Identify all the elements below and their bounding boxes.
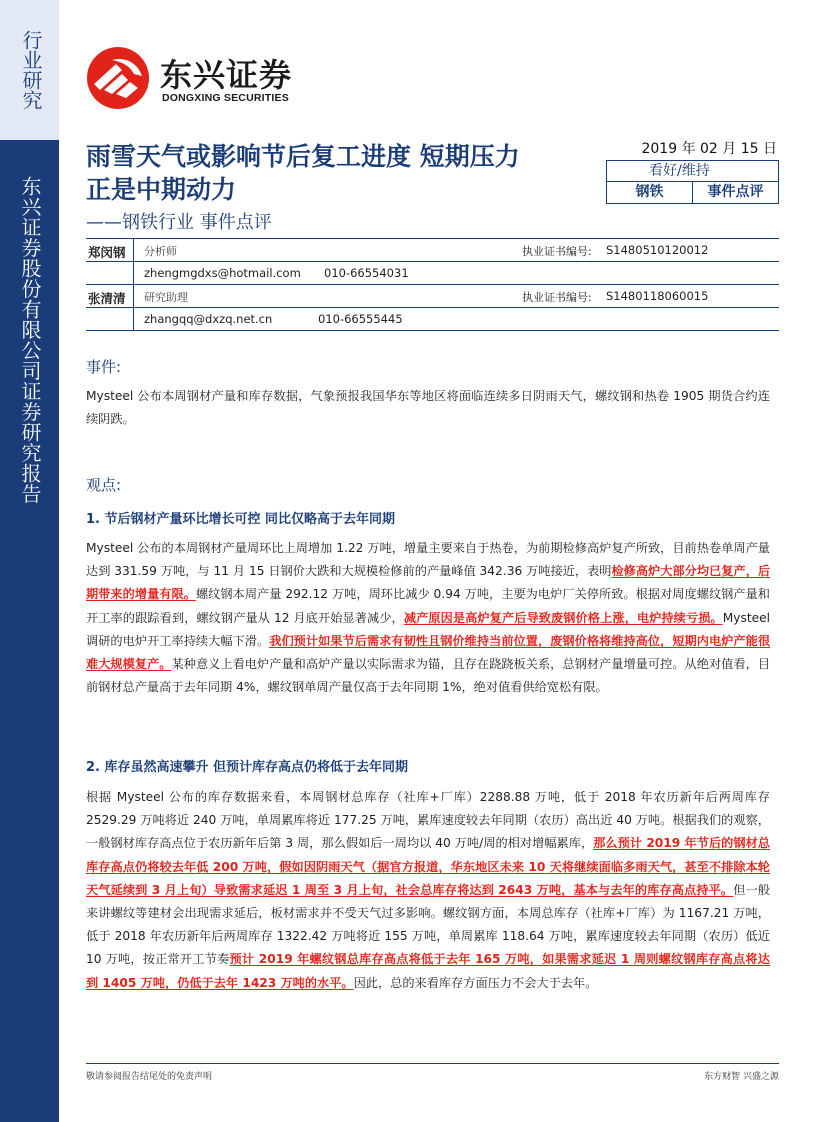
- report-subtitle: ——钢铁行业 事件点评: [86, 212, 272, 233]
- analyst-row: [86, 285, 779, 308]
- page-footer: [86, 1063, 779, 1082]
- report-meta-box: [606, 138, 779, 204]
- analyst-contact-row: [86, 308, 779, 331]
- report-title: 雨雪天气或影响节后复工进度 短期压力正是中期动力: [86, 142, 520, 204]
- analyst-row: [86, 239, 779, 262]
- views-heading: 观点:: [86, 476, 122, 494]
- text-run: Mysteel 调研的电炉开工率持续大幅下滑。: [86, 610, 770, 648]
- text-run: 根据 Mysteel 公布的库存数据来看，本周钢材总库存（社库+厂库）2288.88 万吨，低于 2018 年农历新年后两周库存 2529.29 万吨将近 240 万吨，单周累库将近 177.25 万吨，累库速度较去年同期（农历）高出近 40 万吨。根据我们的观察，一般钢材库存高点位于农历新年后第 3 周，那么假如后一周均以 40 万吨/周的相对增幅累库，: [86, 790, 770, 851]
- section-2-paragraph: [86, 786, 770, 995]
- event-heading: 事件:: [86, 358, 122, 376]
- analyst-cert-label: 执业证书编号:: [522, 291, 592, 304]
- highlight-run: 减产原因是高炉复产后导致废钢价格上涨，电炉持续亏损。: [403, 610, 723, 625]
- logo-emblem-icon: [86, 46, 150, 110]
- tag-industry: 钢铁: [635, 184, 664, 200]
- analyst-name: 郑闵钢: [86, 239, 134, 285]
- analyst-name: 张清清: [86, 285, 134, 331]
- sidebar-company-report-label: 东兴证券股份有限公司证券研究报告: [18, 176, 42, 504]
- logo-name-en: DONGXING SECURITIES: [162, 92, 289, 104]
- analyst-email[interactable]: zhengmgdxs@hotmail.com: [144, 266, 301, 280]
- analyst-table: [86, 238, 779, 331]
- sidebar-category-label: 行业研究: [19, 30, 43, 110]
- section-1-title: 1. 节后钢材产量环比增长可控 同比仅略高于去年同期: [86, 512, 396, 527]
- footer-disclaimer-note: 敬请参阅报告结尾处的免责声明: [86, 1072, 213, 1082]
- logo-name-cn: 东兴证券: [160, 56, 293, 94]
- section-1-paragraph: [86, 537, 770, 699]
- analyst-contact-row: [86, 262, 779, 285]
- report-date: 2019 年 02 月 15 日: [606, 138, 779, 161]
- analyst-phone: 010-66554031: [324, 266, 409, 280]
- section-2-title: 2. 库存虽然高速攀升 但预计库存高点仍将低于去年同期: [86, 760, 409, 775]
- footer-slogan: 东方财智 兴盛之源: [704, 1072, 779, 1082]
- highlight-run: 预计 2019 年螺纹钢总库存高点将低于去年 165 万吨，如果需求延迟 1 周则螺纹钢库存高点将达到 1405 万吨，仍低于去年 1423 万吨的水平。: [86, 952, 770, 990]
- analyst-email[interactable]: zhangqq@dxzq.net.cn: [144, 312, 273, 326]
- event-paragraph: Mysteel 公布本周钢材产量和库存数据，气象预报我国华东等地区将面临连续多日阴雨天气，螺纹钢和热卷 1905 期货合约连续阴跌。: [86, 389, 770, 427]
- analyst-cert-label: 执业证书编号:: [522, 245, 592, 258]
- report-tags: [606, 182, 779, 204]
- analyst-phone: 010-66555445: [318, 312, 403, 326]
- analyst-role: 分析师: [144, 245, 177, 258]
- highlight-run: 那么预计 2019 年节后的钢材总库存高点仍将较去年低 200 万吨，假如因阴雨天气（据官方报道，华东地区未来 10 天将继续面临多雨天气，甚至不排除本轮天气延续到 3 月上旬）导致需求延迟 1 周至 3 月上旬，社会总库存将达到 2643 万吨，基本与去年的库存高点持平。: [86, 836, 770, 897]
- report-rating: 看好/维持: [606, 161, 779, 182]
- analyst-cert-number: S1480118060015: [606, 289, 709, 303]
- highlight-run: 我们预计如果节后需求有韧性且钢价维持当前位置，废钢价格将维持高位，短期内电炉产能很难大规模复产。: [86, 633, 771, 672]
- text-run: 因此，总的来看库存方面压力不会大于去年。: [353, 975, 598, 990]
- highlight-run: 检修高炉大部分均已复产，后期带来的增量有限。: [86, 564, 771, 602]
- company-logo: [86, 46, 316, 110]
- text-run: Mysteel 公布的本周钢材产量周环比上周增加 1.22 万吨，增量主要来自于热卷，为前期检修高炉复产所致，目前热卷单周产量达到 331.59 万吨，与 11 月 15 日钢价大跌和大规模检修前的产量峰值 342.36 万吨接近，表明: [86, 541, 770, 579]
- text-run: 但一般来讲螺纹等建材会出现需求延后，板材需求并不受天气过多影响。螺纹钢方面，本周总库存（社库+厂库）为 1167.21 万吨，低于 2018 年农历新年后两周库存 1322.42 万吨将近 155 万吨，单周累库 118.64 万吨，累库速度较去年同期（农历）低近 10 万吨，按正常开工节奏: [86, 882, 771, 967]
- analyst-cert-number: S1480510120012: [606, 243, 709, 257]
- analyst-role: 研究助理: [144, 291, 188, 304]
- tag-report-type: 事件点评: [692, 182, 778, 203]
- text-run: 某种意义上看电炉产量和高炉产量以实际需求为锚，且存在跷跷板关系，总钢材产量增量可控。从绝对值看，目前钢材总产量高于去年同期 4%，螺纹钢单周产量仅高于去年同期 1%，绝对值看供给宽松有限。: [86, 657, 771, 695]
- text-run: 螺纹钢本周产量 292.12 万吨，周环比减少 0.94 万吨，主要为电炉厂关停所致。根据对周度螺纹钢产量和开工率的跟踪看到，螺纹钢产量从 12 月底开始显著减少，: [86, 587, 770, 625]
